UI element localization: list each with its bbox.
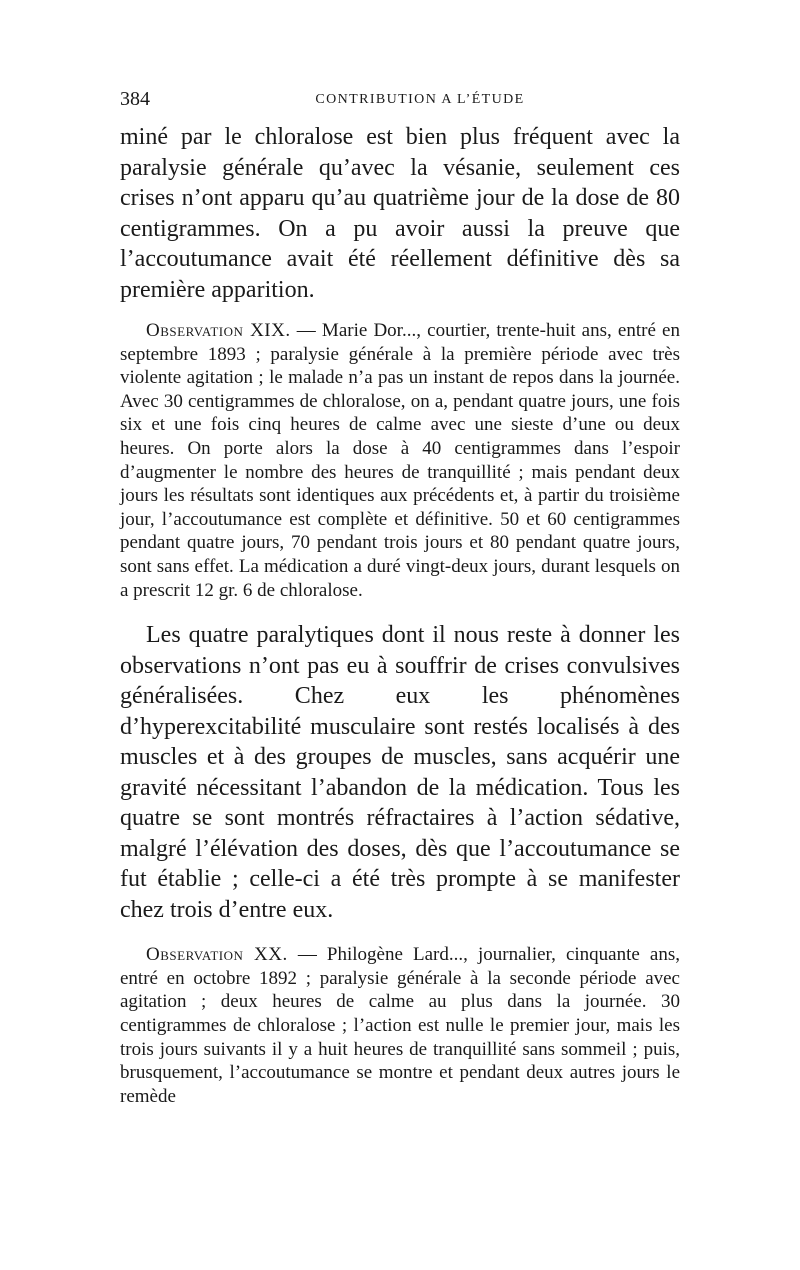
observation-xix-label: Observation XIX.	[146, 320, 291, 341]
observation-xx-text: — Philogène Lard..., journalier, cinquante ans, entré en octobre 1892 ; paralysie générale à la seconde période avec agitation ; deux heures de calme au plus dans la journée. 30 centigrammes de chloralose ; l’action est nulle le premier jour, mais les trois jours suivants il y a huit heures de tranquillité sans sommeil ; puis, brusquement, l’accoutumance se montre et pendant deux autres jours le remède	[120, 944, 680, 1107]
spacer	[120, 925, 680, 943]
body-paragraph-paralytiques: Les quatre paralytiques dont il nous reste à donner les observations n’ont pas eu à souffrir de crises convulsives généralisées. Chez eux les phénomènes d’hyperexcitabilité musculaire sont restés localisés à des muscles et à des groupes de muscles, sans acquérir une gravité nécessitant l’abandon de la médication. Tous les quatre se sont montrés réfractaires à l’action sédative, malgré l’élévation des doses, dès que l’accoutumance se fut établie ; celle-ci a été très prompte à se manifester chez trois d’entre eux.	[120, 622, 680, 923]
running-head	[120, 88, 680, 112]
body-paragraph-continuation: miné par le chloralose est bien plus fréquent avec la paralysie générale qu’avec la vésanie, seulement ces crises n’ont apparu qu’au quatrième jour de la dose de 80 centigrammes. On a pu avoir aussi la preuve que l’accoutumance avait été réellement définitive dès sa première apparition.	[120, 124, 680, 303]
spacer	[120, 305, 680, 319]
observation-xx	[120, 943, 680, 1108]
spacer	[120, 602, 680, 620]
book-page	[120, 88, 680, 1108]
running-title: CONTRIBUTION A L’ÉTUDE	[315, 92, 525, 107]
page-number: 384	[120, 88, 150, 110]
observation-xix	[120, 319, 680, 602]
observation-xx-label: Observation XX.	[146, 944, 288, 966]
observation-xix-text: — Marie Dor..., courtier, trente-huit ans, entré en septembre 1893 ; paralysie générale à la première période avec très violente agitation ; le malade n’a pas un instant de repos dans la journée. Avec 30 centigrammes de chloralose, on a, pendant quatre jours, une fois six et une fois cinq heures de calme avec une sieste d’une ou deux heures. On porte alors la dose à 40 centigrammes dans l’espoir d’augmenter le nombre des heures de tranquillité ; mais pendant deux jours les résultats sont identiques aux précédents et, à partir du troisième jour, l’accoutumance est complète et définitive. 50 et 60 centigrammes pendant quatre jours, 70 pendant trois jours et 80 pendant quatre jours, sont sans effet. La médication a duré vingt-deux jours, durant lesquels on a prescrit 12 gr. 6 de chloralose.	[120, 320, 680, 601]
